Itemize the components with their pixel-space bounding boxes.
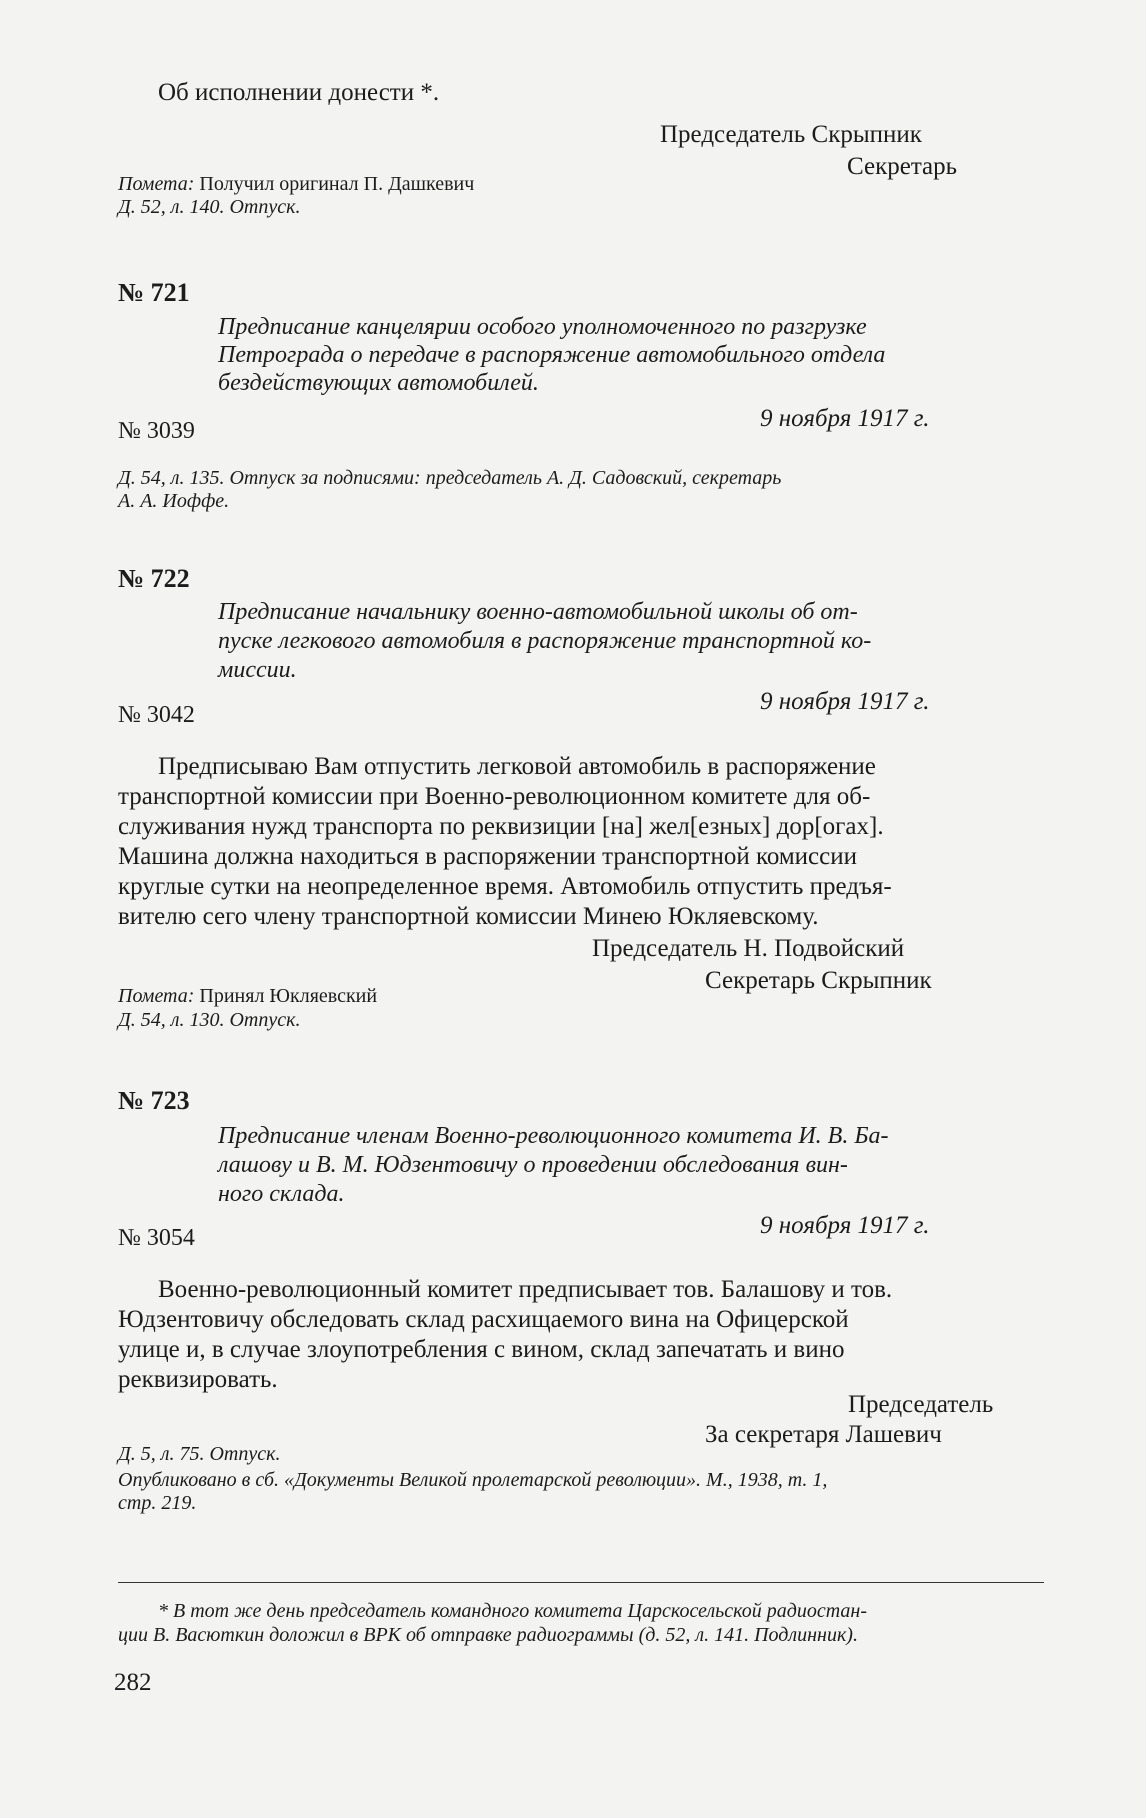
body-line: Машина должна находиться в распоряжении транспортной комиссии	[118, 843, 858, 870]
footnote-line: * В тот же день председатель командного комитета Царскосельской радиостан-	[158, 1600, 867, 1622]
body-line: служивания нужд транспорта по реквизиции [на] жел[езных] дор[огах].	[118, 813, 884, 840]
document-title-line: Петрограда о передаче в распоряжение автомобильного отдела	[218, 342, 886, 368]
document-number: № 722	[118, 564, 190, 593]
body-line: вителю сего члену транспортной комиссии Минею Юкляевскому.	[118, 903, 819, 930]
body-line: круглые сутки на неопределенное время. Автомобиль отпустить предъя-	[118, 873, 892, 900]
document-date: 9 ноября 1917 г.	[760, 1212, 930, 1239]
signature-chair: Председатель	[848, 1391, 994, 1418]
publication-reference: Опубликовано в сб. «Документы Великой пролетарской революции». М., 1938, т. 1,	[118, 1469, 828, 1491]
execution-instruction: Об исполнении донести *.	[158, 79, 440, 106]
document-title-line: лашову и В. М. Юдзентовичу о проведении обследования вин-	[218, 1152, 848, 1178]
footnote-line: ции В. Васюткин доложил в ВРК об отправке радиограммы (д. 52, л. 141. Подлинник).	[118, 1624, 858, 1646]
signature-chair: Председатель Скрыпник	[660, 121, 922, 148]
registration-number: № 3039	[118, 418, 195, 444]
body-line: Военно-революционный комитет предписывает тов. Балашову и тов.	[158, 1276, 893, 1303]
note-text: Принял Юкляевский	[194, 985, 378, 1007]
registration-number: № 3042	[118, 702, 195, 728]
signature-chair: Председатель Н. Подвойский	[592, 935, 905, 962]
signature-secretary: За секретаря Лашевич	[705, 1421, 942, 1448]
signature-secretary: Секретарь	[847, 153, 958, 180]
body-line: улице и, в случае злоупотребления с вином, склад запечатать и вино	[118, 1336, 845, 1363]
document-title-line: Предписание начальнику военно-автомобильной школы об от-	[218, 599, 858, 625]
body-line: Предписываю Вам отпустить легковой автомобиль в распоряжение	[158, 753, 876, 780]
archive-reference: А. А. Иоффе.	[118, 490, 230, 512]
signature-secretary: Секретарь Скрыпник	[705, 967, 932, 994]
document-number: № 723	[118, 1086, 190, 1115]
document-number: № 721	[118, 278, 190, 307]
document-title-line: ного склада.	[218, 1181, 345, 1207]
note-label: Помета:	[118, 985, 195, 1007]
archive-reference: Д. 52, л. 140. Отпуск.	[118, 196, 301, 218]
note	[118, 984, 377, 1008]
page-number: 282	[114, 1669, 152, 1696]
note-label: Помета:	[118, 173, 195, 195]
document-title-line: Предписание членам Военно-революционного комитета И. В. Ба-	[218, 1123, 889, 1149]
footnote-divider	[118, 1582, 1044, 1583]
document-title-line: бездействующих автомобилей.	[218, 370, 539, 396]
document-title-line: пуске легкового автомобиля в распоряжение транспортной ко-	[218, 628, 872, 654]
body-line: реквизировать.	[118, 1366, 278, 1393]
archive-reference: Д. 5, л. 75. Отпуск.	[118, 1443, 281, 1465]
document-date: 9 ноября 1917 г.	[760, 688, 930, 715]
registration-number: № 3054	[118, 1225, 195, 1251]
body-line: транспортной комиссии при Военно-революционном комитете для об-	[118, 783, 871, 810]
archive-reference: Д. 54, л. 135. Отпуск за подписями: председатель А. Д. Садовский, секретарь	[118, 467, 782, 489]
document-date: 9 ноября 1917 г.	[760, 405, 930, 432]
publication-reference: стр. 219.	[118, 1492, 197, 1514]
document-title-line: Предписание канцелярии особого уполномоченного по разгрузке	[218, 314, 867, 340]
note	[118, 172, 474, 196]
archive-reference: Д. 54, л. 130. Отпуск.	[118, 1009, 301, 1031]
document-title-line: миссии.	[218, 657, 297, 683]
note-text: Получил оригинал П. Дашкевич	[194, 173, 475, 195]
body-line: Юдзентовичу обследовать склад расхищаемого вина на Офицерской	[118, 1306, 849, 1333]
